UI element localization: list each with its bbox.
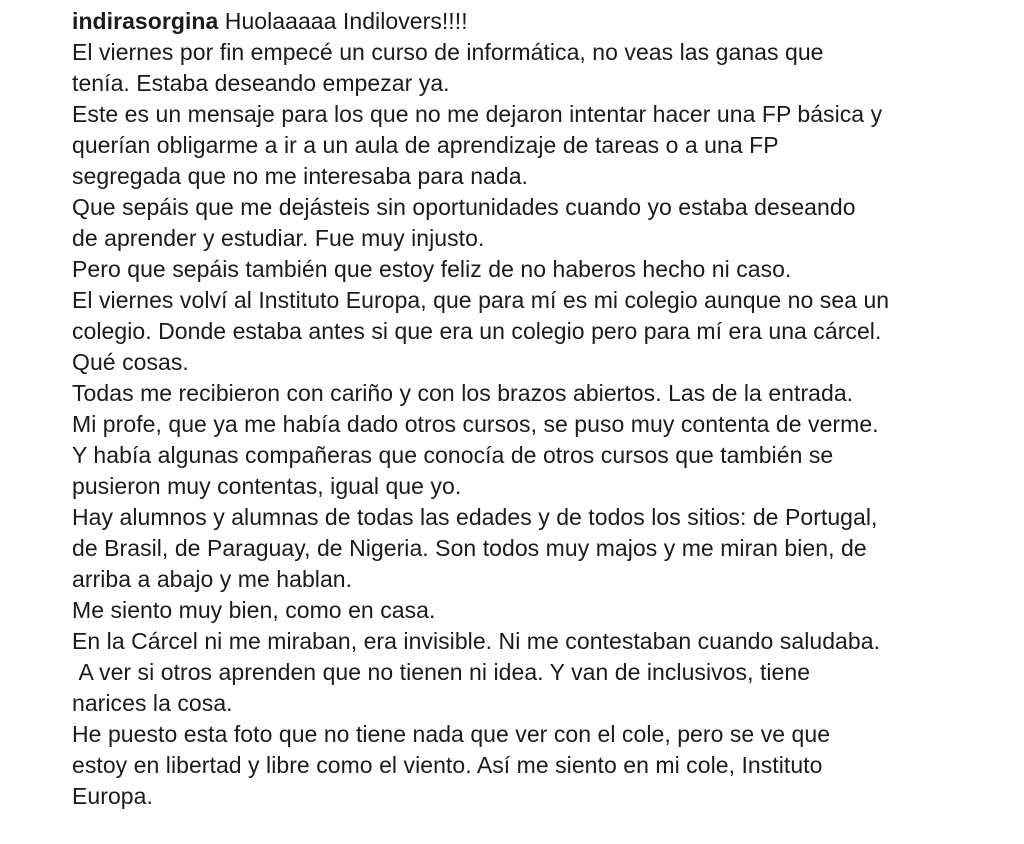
caption-paragraph: Que sepáis que me dejásteis sin oportunidades cuando yo estaba deseando de aprender y estudiar. Fue muy injusto. <box>72 194 856 251</box>
caption-paragraph: Pero que sepáis también que estoy feliz de no haberos hecho ni caso. <box>72 256 792 282</box>
caption-paragraph: En la Cárcel ni me miraban, era invisible. Ni me contestaban cuando saludaba. <box>72 628 881 654</box>
caption-paragraph: Todas me recibieron con cariño y con los brazos abiertos. Las de la entrada. Mi profe, que ya me había dado otros cursos, se puso muy contenta de verme. Y había algunas compañeras que conocía de otros cursos que también se pusieron muy contentas, igual que yo. <box>72 380 879 499</box>
caption-paragraph: Este es un mensaje para los que no me dejaron intentar hacer una FP básica y querían obligarme a ir a un aula de aprendizaje de tareas o a una FP segregada que no me interesaba para nada. <box>72 101 883 189</box>
caption-paragraph: Me siento muy bien, como en casa. <box>72 597 436 623</box>
caption-paragraph: He puesto esta foto que no tiene nada que ver con el cole, pero se ve que estoy en libertad y libre como el viento. Así me siento en mi cole, Instituto Europa. <box>72 721 831 809</box>
post-caption <box>72 0 1012 812</box>
caption-first-line <box>72 2 1012 37</box>
caption-paragraph: El viernes por fin empecé un curso de informática, no veas las ganas que tenía. Estaba deseando empezar ya. <box>72 39 824 96</box>
username-link[interactable]: indirasorgina <box>72 8 219 34</box>
caption-paragraph: Hay alumnos y alumnas de todas las edades y de todos los sitios: de Portugal, de Brasil, de Paraguay, de Nigeria. Son todos muy majos y me miran bien, de arriba a abajo y me hablan. <box>72 504 878 592</box>
caption-paragraph: A ver si otros aprenden que no tienen ni idea. Y van de inclusivos, tiene narices la cosa. <box>72 659 811 716</box>
caption-greeting: Huolaaaaa Indilovers!!!! <box>218 8 468 34</box>
caption-paragraph: El viernes volví al Instituto Europa, que para mí es mi colegio aunque no sea un colegio. Donde estaba antes si que era un colegio pero para mí era una cárcel. Qué cosas. <box>72 287 890 375</box>
